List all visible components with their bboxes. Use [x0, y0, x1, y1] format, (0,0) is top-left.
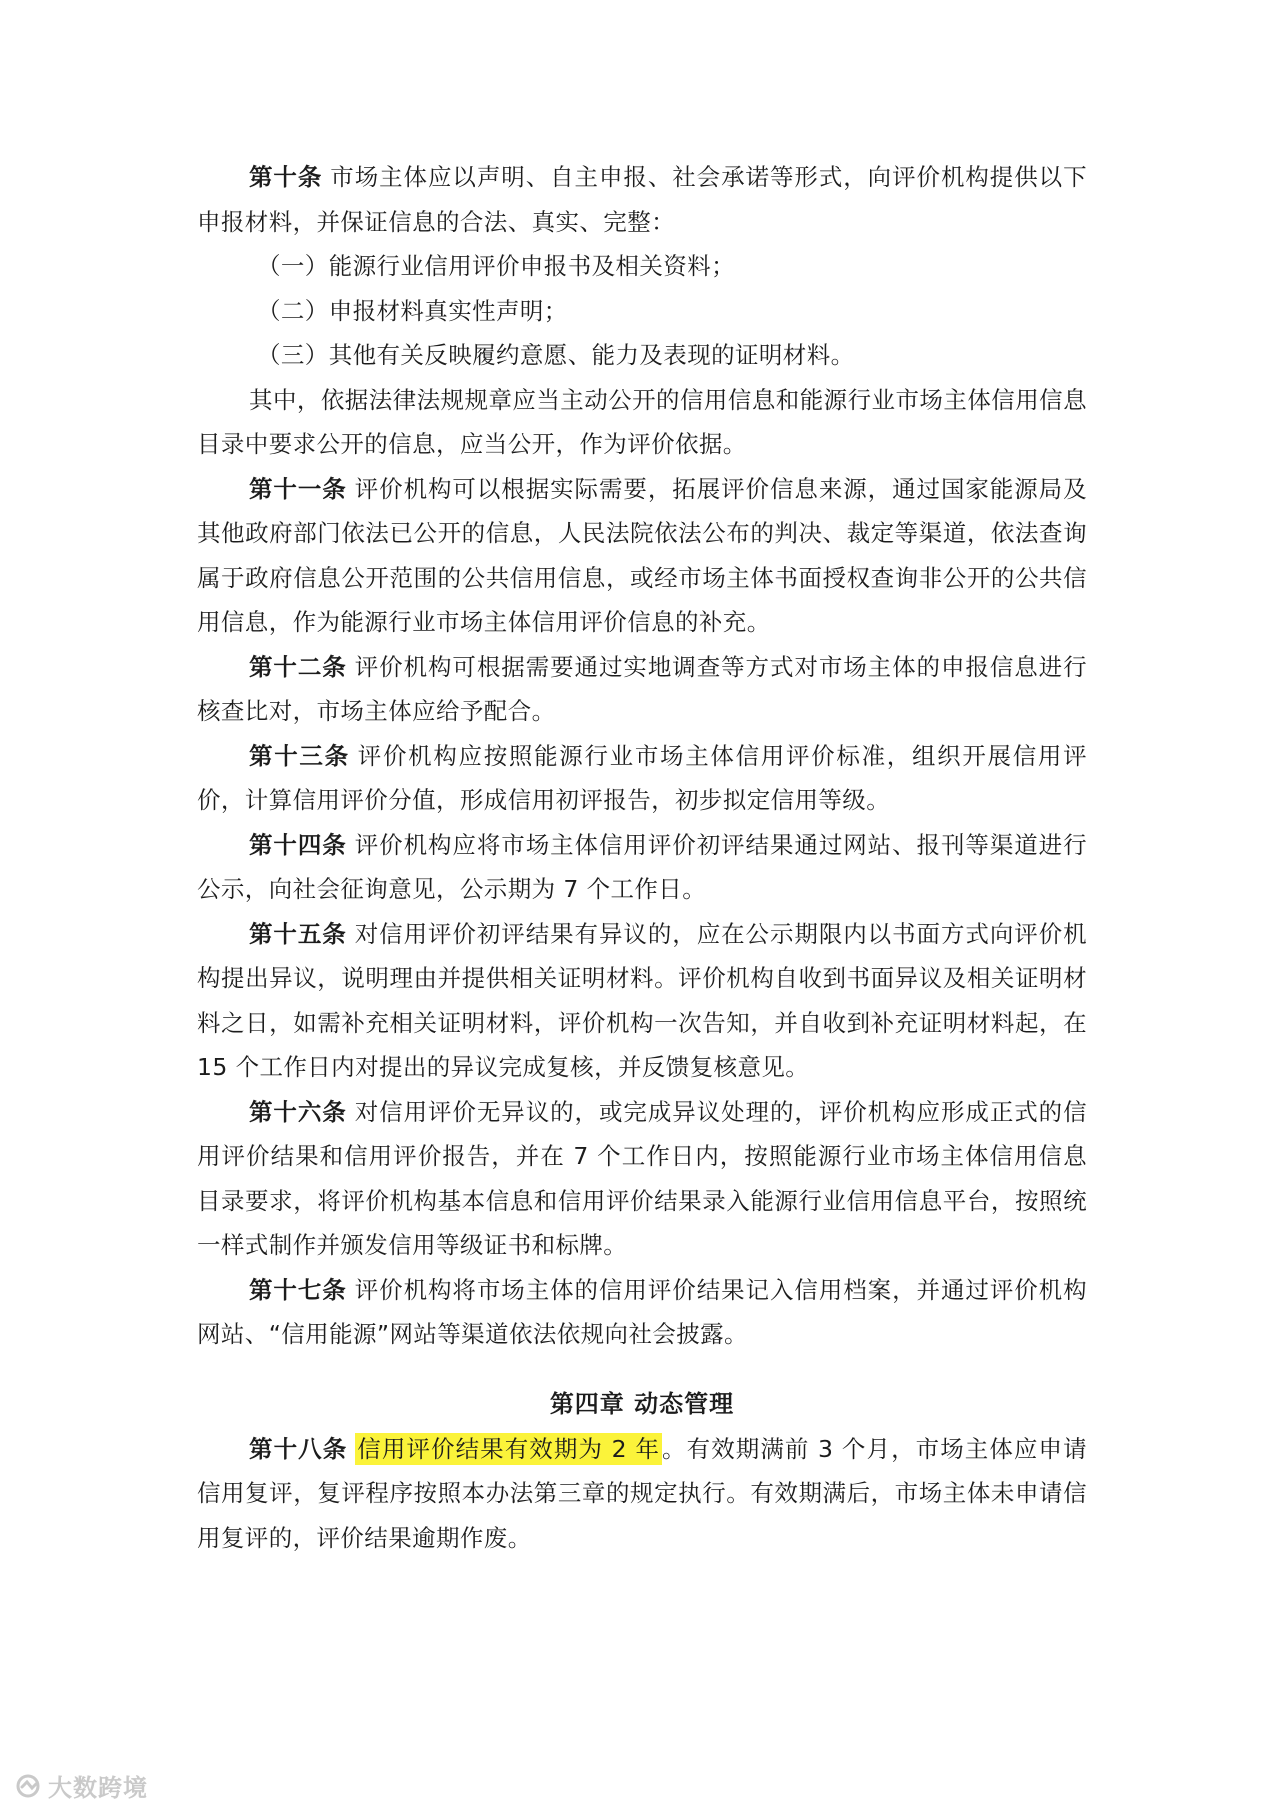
- article-10: [197, 155, 1087, 244]
- article-12-label: 第十二条: [249, 652, 347, 681]
- article-15-label: 第十五条: [249, 919, 347, 948]
- article-14-label: 第十四条: [249, 830, 347, 859]
- article-10-item-1: （一）能源行业信用评价申报书及相关资料；: [257, 252, 735, 280]
- article-13: [197, 734, 1087, 823]
- article-13-text: 评价机构应按照能源行业市场主体信用评价标准，组织开展信用评价，计算信用评价分值，形成信用初评报告，初步拟定信用等级。: [197, 741, 1087, 814]
- article-11-label: 第十一条: [249, 474, 347, 503]
- article-16-label: 第十六条: [249, 1097, 347, 1126]
- document-page: [197, 155, 1087, 1560]
- article-10-item-2: （二）申报材料真实性声明；: [257, 296, 568, 325]
- watermark-text: 大数跨境: [48, 1774, 148, 1802]
- highlighted-text: 信用评价结果有效期为 2 年: [357, 1434, 661, 1463]
- article-10-item-3: （三）其他有关反映履约意愿、能力及表现的证明材料。: [257, 341, 855, 369]
- article-17-text: 评价机构将市场主体的信用评价结果记入信用档案，并通过评价机构网站、“信用能源”网站等渠道依法依规向社会披露。: [197, 1275, 1088, 1348]
- article-17: [197, 1268, 1087, 1357]
- article-12-text: 评价机构可根据需要通过实地调查等方式对市场主体的申报信息进行核查比对，市场主体应给予配合。: [197, 652, 1088, 725]
- article-15-text: 对信用评价初评结果有异议的，应在公示期限内以书面方式向评价机构提出异议，说明理由并提供相关证明材料。评价机构自收到书面异议及相关证明材料之日，如需补充相关证明材料，评价机构一次告知，并自收到补充证明材料起，在 15 个工作日内对提出的异议完成复核，并反馈复核意见。: [197, 919, 1088, 1081]
- article-15: [197, 912, 1087, 1090]
- article-10-text: 市场主体应以声明、自主申报、社会承诺等形式，向评价机构提供以下申报材料，并保证信息的合法、真实、完整：: [197, 163, 1087, 236]
- article-12: [197, 645, 1087, 734]
- article-11-text: 评价机构可以根据实际需要，拓展评价信息来源，通过国家能源局及其他政府部门依法已公开的信息，人民法院依法公布的判决、裁定等渠道，依法查询属于政府信息公开范围的公共信用信息，或经市场主体书面授权查询非公开的公共信用信息，作为能源行业市场主体信用评价信息的补充。: [197, 474, 1088, 636]
- watermark: [14, 1768, 148, 1803]
- article-13-label: 第十三条: [249, 741, 350, 770]
- article-14-text: 评价机构应将市场主体信用评价初评结果通过网站、报刊等渠道进行公示，向社会征询意见，公示期为 7 个工作日。: [197, 830, 1088, 903]
- article-18-text: 。有效期满前 3 个月，市场主体应申请信用复评，复评程序按照本办法第三章的规定执行。有效期满后，市场主体未申请信用复评的，评价结果逾期作废。: [197, 1434, 1087, 1552]
- article-16-text: 对信用评价无异议的，或完成异议处理的，评价机构应形成正式的信用评价结果和信用评价报告，并在 7 个工作日内，按照能源行业市场主体信用信息目录要求，将评价机构基本信息和信用评价结果录入能源行业信用信息平台，按照统一样式制作并颁发信用等级证书和标牌。: [197, 1097, 1088, 1259]
- article-16: [197, 1090, 1087, 1268]
- logo-icon: [14, 1772, 42, 1800]
- article-17-label: 第十七条: [249, 1275, 347, 1304]
- article-11: [197, 467, 1087, 645]
- chapter-heading: 第四章 动态管理: [549, 1389, 735, 1418]
- article-10-label: 第十条: [249, 163, 323, 191]
- article-14: [197, 823, 1087, 912]
- article-18-label: 第十八条: [249, 1434, 348, 1463]
- article-10-tail: 其中，依据法律法规规章应当主动公开的信用信息和能源行业市场主体信用信息目录中要求公开的信息，应当公开，作为评价依据。: [197, 385, 1087, 458]
- article-18: [197, 1427, 1087, 1561]
